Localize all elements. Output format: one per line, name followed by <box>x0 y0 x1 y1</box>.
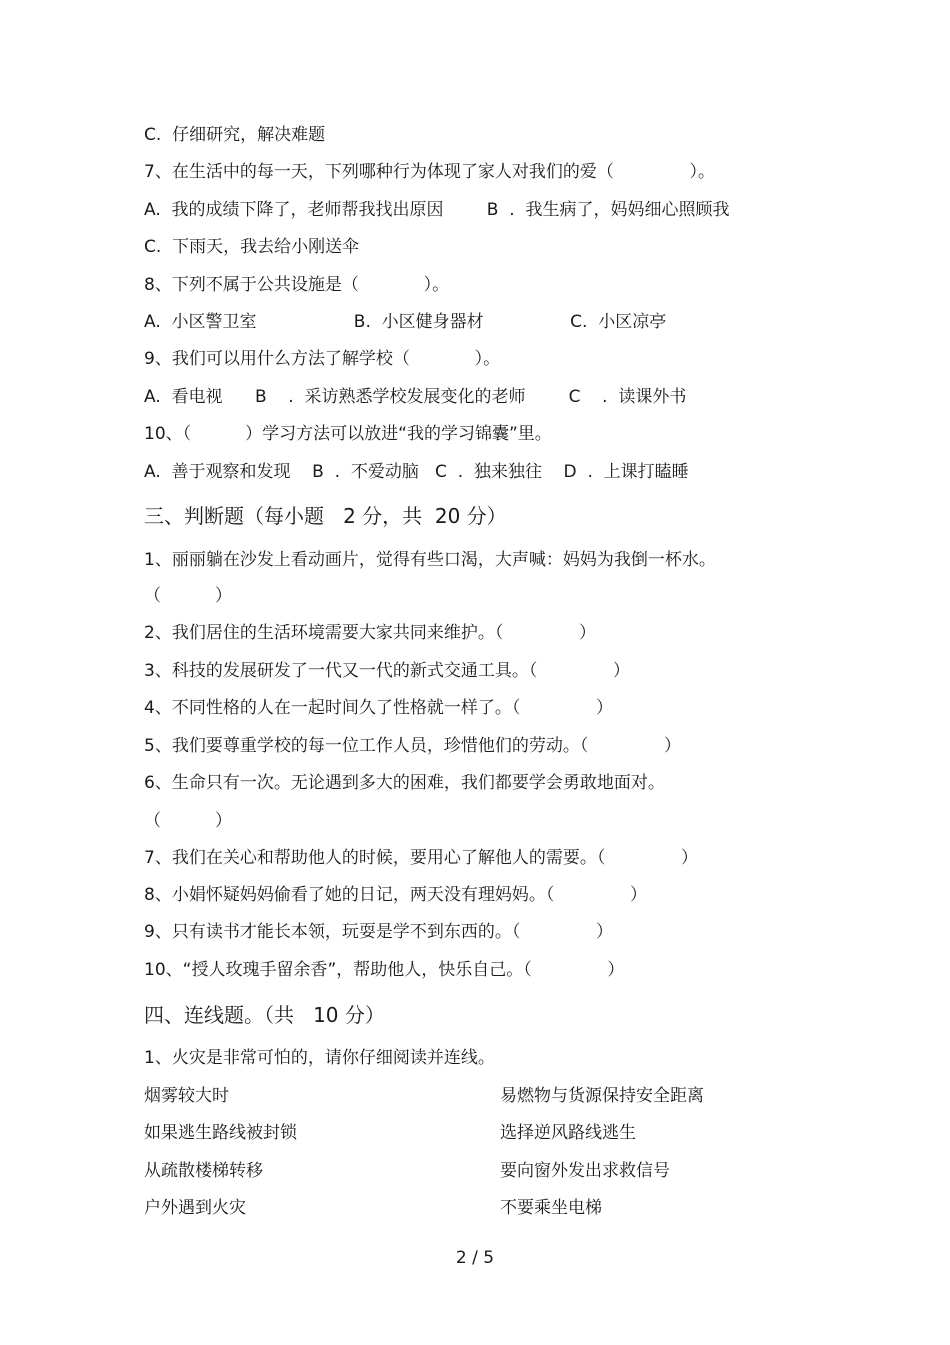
match-left-item: 烟雾较大时 <box>144 1086 229 1106</box>
match-right-item: 选择逆风路线逃生 <box>500 1123 636 1143</box>
judge-item: 3、科技的发展研发了一代又一代的新式交通工具。（ ） <box>144 661 630 681</box>
match-left-item: 户外遇到火灾 <box>144 1198 246 1218</box>
judge-item: 6、生命只有一次。无论遇到多大的困难，我们都要学会勇敢地面对。 <box>144 773 665 793</box>
judge-item: 9、只有读书才能长本领，玩耍是学不到东西的。（ ） <box>144 922 613 942</box>
q7-stem: 7、在生活中的每一天，下列哪种行为体现了家人对我们的爱（ ）。 <box>144 162 715 182</box>
match-right-item: 不要乘坐电梯 <box>500 1198 602 1218</box>
q7-options-ab: A. 我的成绩下降了，老师帮我找出原因 B . 我生病了，妈妈细心照顾我 <box>144 200 730 220</box>
judge-item: 7、我们在关心和帮助他人的时候，要用心了解他人的需要。（ ） <box>144 848 698 868</box>
page-number: 2 / 5 <box>455 1248 495 1268</box>
q9-stem: 9、我们可以用什么方法了解学校（ ）。 <box>144 349 501 369</box>
q6-option-c: C. 仔细研究，解决难题 <box>144 125 326 145</box>
q8-options: A. 小区警卫室 B. 小区健身器材 C. 小区凉亭 <box>144 312 667 332</box>
judge-item: 10、“授人玫瑰手留余香”，帮助他人，快乐自己。（ ） <box>144 960 625 980</box>
q10-options: A. 善于观察和发现 B . 不爱动脑 C . 独来独往 D . 上课打瞌睡 <box>144 462 689 482</box>
section3-title: 三、判断题（每小题 2 分，共 20 分） <box>144 504 507 528</box>
q9-options: A. 看电视 B . 采访熟悉学校发展变化的老师 C . 读课外书 <box>144 387 687 407</box>
q7-option-c: C. 下雨天，我去给小刚送伞 <box>144 237 360 257</box>
match-question: 1、火灾是非常可怕的，请你仔细阅读并连线。 <box>144 1048 495 1068</box>
judge-item: （ ） <box>144 586 233 606</box>
match-right-item: 易燃物与货源保持安全距离 <box>500 1086 704 1106</box>
q8-stem: 8、下列不属于公共设施是（ ）。 <box>144 275 450 295</box>
judge-item: 8、小娟怀疑妈妈偷看了她的日记，两天没有理妈妈。（ ） <box>144 885 647 905</box>
judge-item: （ ） <box>144 811 233 831</box>
judge-item: 5、我们要尊重学校的每一位工作人员，珍惜他们的劳动。（ ） <box>144 736 681 756</box>
q10-stem: 10、（ ）学习方法可以放进“我的学习锦囊”里。 <box>144 424 552 444</box>
judge-item: 2、我们居住的生活环境需要大家共同来维护。（ ） <box>144 623 596 643</box>
judge-item: 4、不同性格的人在一起时间久了性格就一样了。（ ） <box>144 698 613 718</box>
match-right-item: 要向窗外发出求救信号 <box>500 1161 670 1181</box>
match-left-item: 从疏散楼梯转移 <box>144 1161 263 1181</box>
match-left-item: 如果逃生路线被封锁 <box>144 1123 297 1143</box>
judge-item: 1、丽丽躺在沙发上看动画片，觉得有些口渴，大声喊：妈妈为我倒一杯水。 <box>144 550 716 570</box>
section4-title: 四、连线题。（共 10 分） <box>144 1003 385 1027</box>
